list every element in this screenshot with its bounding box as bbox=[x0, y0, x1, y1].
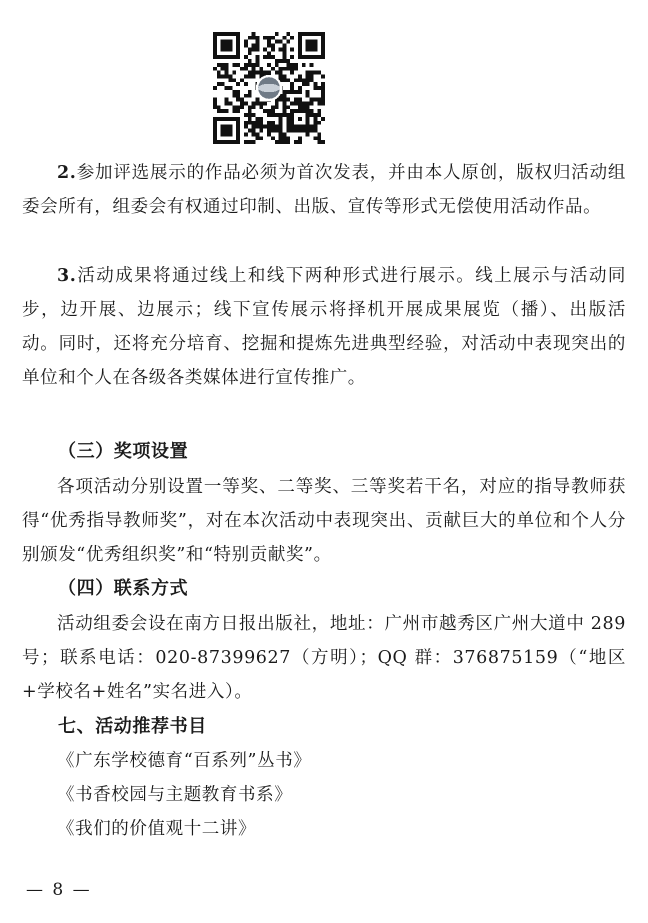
section-heading-booklist: 七、活动推荐书目 bbox=[58, 716, 207, 737]
paragraph-awards: 各项活动分别设置一等奖、二等奖、三等奖若干名，对应的指导教师获得“优秀指导教师奖”，对在本次活动中表现突出、贡献巨大的单位和个人分别颁发“优秀组织奖”和“特别贡献奖”。 bbox=[22, 477, 626, 565]
item-text: 活动成果将通过线上和线下两种形式进行展示。线上展示与活动同步，边开展、边展示；线下宣传展示将择机开展成果展览（播）、出版活动。同时，还将充分培育、挖掘和提炼先进典型经验，对活动中表现突出的单位和个人在各级各类媒体进行宣传推广。 bbox=[22, 266, 626, 388]
paragraph-item-2 bbox=[22, 156, 626, 224]
item-number: 2. bbox=[57, 163, 77, 183]
page-number: — 8 — bbox=[26, 880, 92, 900]
section-heading-awards: （三）奖项设置 bbox=[58, 441, 189, 462]
book-item: 《广东学校德育“百系列”丛书》 bbox=[57, 751, 312, 771]
book-item: 《书香校园与主题教育书系》 bbox=[57, 785, 293, 805]
section-heading-contact: （四）联系方式 bbox=[58, 578, 189, 599]
book-item: 《我们的价值观十二讲》 bbox=[57, 819, 257, 839]
item-text: 参加评选展示的作品必须为首次发表，并由本人原创，版权归活动组委会所有，组委会有权通过印制、出版、宣传等形式无偿使用活动作品。 bbox=[22, 163, 626, 217]
paragraph-item-3 bbox=[22, 259, 626, 395]
item-number: 3. bbox=[57, 266, 77, 286]
paragraph-contact: 活动组委会设在南方日报出版社，地址：广州市越秀区广州大道中 289 号；联系电话：020-87399627（方明）；QQ 群：376875159（“地区+学校名+姓名”实名进入）。 bbox=[22, 614, 626, 702]
qr-code-icon bbox=[213, 32, 325, 144]
